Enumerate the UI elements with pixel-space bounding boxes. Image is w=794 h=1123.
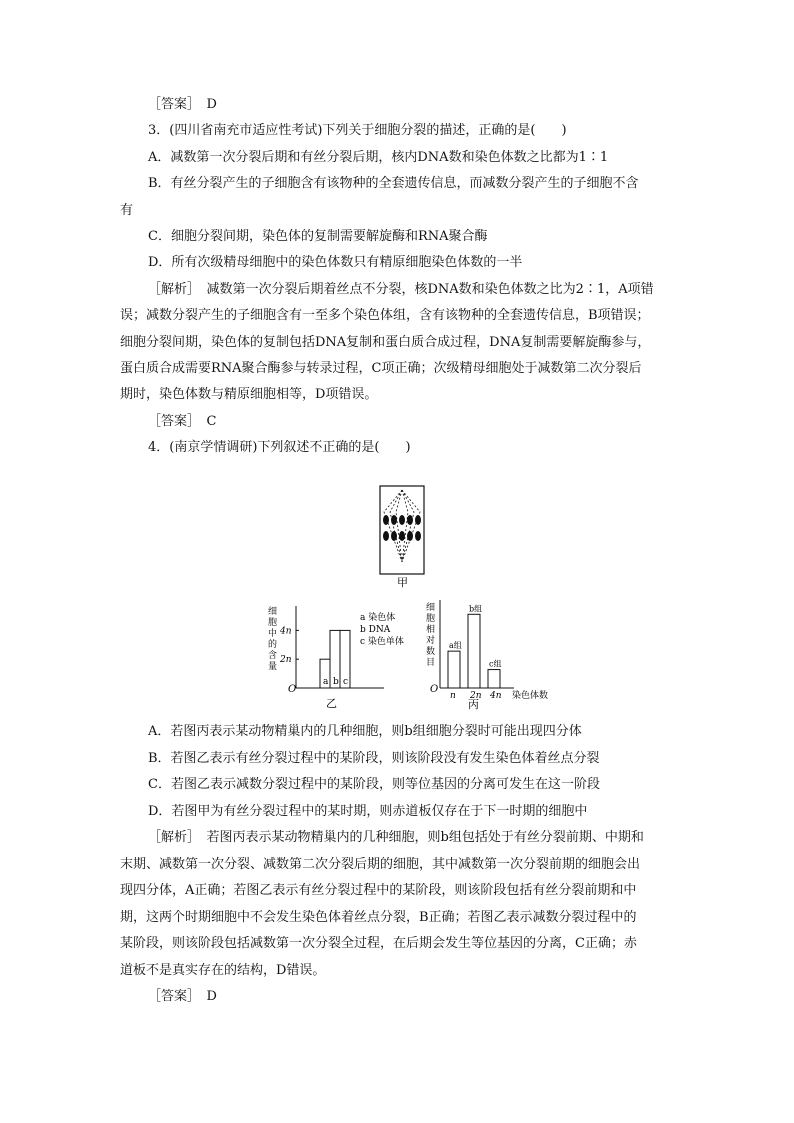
spindle-fibers: [384, 490, 420, 562]
bar-label-a: a: [323, 677, 329, 687]
text-line: 道板不是真实存在的结构，D错误。: [120, 962, 326, 978]
text-line: C．若图乙表示减数分裂过程中的某阶段，则等位基因的分离可发生在这一阶段: [148, 777, 600, 792]
text-line: D．若图甲为有丝分裂过程中的某时期，则赤道板仅存在于下一时期的细胞中: [148, 803, 588, 819]
y-axis-label-char: 相: [426, 625, 436, 635]
text-line: ［解析］ 若图丙表示某动物精巢内的几种细胞，则b组包括处于有丝分裂前期、中期和: [148, 830, 644, 845]
y-axis-label-char: 的: [268, 640, 278, 650]
x-tick-label: 4n: [490, 691, 502, 701]
x-tick-label: 2n: [470, 691, 482, 701]
text-line: 4．(南京学情调研)下列叙述不正确的是( ): [148, 440, 411, 456]
y-axis-label-char: 细: [426, 603, 436, 613]
text-line: ［答案］ D: [148, 97, 217, 112]
legend-entry: b DNA: [360, 625, 391, 635]
bar-label-b: b: [333, 677, 339, 687]
figure-jia-label: 甲: [397, 576, 408, 589]
bar-label: c组: [489, 659, 502, 669]
y-axis-label-char: 胞: [426, 614, 436, 624]
figure-jia: [370, 482, 430, 590]
text-line: 期时，染色体数与精原细胞相等，D项错误。: [120, 387, 378, 403]
text-line: 误；减数分裂产生的子细胞含有一至多个染色体组，含有该物种的全套遗传信息，B项错误；: [120, 308, 650, 324]
bar-4n: [488, 670, 500, 688]
legend-entry: a 染色体: [360, 613, 396, 623]
y-axis-label-char: 对: [426, 636, 436, 646]
origin-label: O: [288, 684, 297, 695]
y-axis-label-char: 细: [268, 607, 278, 617]
y-axis-label-char: 胞: [268, 618, 278, 628]
x-axis-label: 染色体数: [512, 691, 549, 701]
legend-entry: c 染色单体: [360, 637, 404, 647]
text-line: 有: [120, 202, 134, 218]
chart-title: 丙: [468, 698, 479, 711]
y-axis-label-char: 量: [268, 662, 278, 672]
text-line: 某阶段，则该阶段包括减数第一次分裂全过程，在后期会发生等位基因的分离，C正确；赤: [120, 936, 637, 951]
text-line: B．有丝分裂产生的子细胞含有该物种的全套遗传信息，而减数分裂产生的子细胞不含: [148, 176, 639, 192]
chart-yi: [262, 596, 412, 711]
bar-n: [448, 651, 460, 688]
y-axis-label-char: 中: [268, 629, 278, 639]
text-line: 3．(四川省南充市适应性考试)下列关于细胞分裂的描述，正确的是( ): [148, 123, 567, 139]
bar-label-c: c: [343, 677, 349, 687]
text-line: D．所有次级精母细胞中的染色体数只有精原细胞染色体数的一半: [148, 255, 523, 271]
y-tick-label: 4n: [280, 626, 292, 637]
bar-label: a组: [449, 641, 462, 651]
chromosomes: [383, 515, 421, 541]
text-line: 末期、减数第一次分裂、减数第二次分裂后期的细胞，其中减数第一次分裂前期的细胞会出: [120, 856, 641, 872]
text-line: 现四分体，A正确；若图乙表示有丝分裂过程中的某阶段，则该阶段包括有丝分裂前期和中: [120, 883, 637, 898]
text-line: B．若图乙表示有丝分裂过程中的某阶段，则该阶段没有发生染色体着丝点分裂: [148, 750, 600, 766]
text-line: ［解析］ 减数第一次分裂后期着丝点不分裂，核DNA数和染色体数之比为2∶1，A项错: [148, 281, 654, 297]
chart-title: 乙: [326, 697, 337, 710]
text-line: 细胞分裂间期，染色体的复制包括DNA复制和蛋白质合成过程，DNA复制需要解旋酶参与，: [120, 334, 651, 350]
origin-label: O: [430, 684, 439, 695]
bar-label: b组: [469, 604, 483, 614]
text-line: ［答案］ C: [148, 413, 217, 429]
text-line: 蛋白质合成需要RNA聚合酶参与转录过程，C项正确；次级精母细胞处于减数第二次分裂后: [120, 361, 642, 376]
figure-jia-frame: [380, 486, 424, 574]
text-line: C．细胞分裂间期，染色体的复制需要解旋酶和RNA聚合酶: [148, 229, 488, 244]
text-line: 期，这两个时期细胞中不会发生染色体着丝点分裂，B正确；若图乙表示减数分裂过程中的: [120, 909, 637, 925]
y-tick-label: 2n: [280, 655, 292, 666]
x-tick-label: n: [450, 691, 456, 701]
y-axis-label-char: 数: [426, 647, 436, 657]
text-line: A．减数第一次分裂后期和有丝分裂后期，核内DNA数和染色体数之比都为1∶1: [148, 149, 609, 165]
y-axis-label-char: 目: [426, 658, 436, 668]
chart-bing: [418, 592, 588, 711]
bar-2n: [468, 614, 480, 688]
text-line: ［答案］ D: [148, 989, 217, 1004]
text-line: A．若图丙表示某动物精巢内的几种细胞，则b组细胞分裂时可能出现四分体: [148, 724, 582, 739]
y-axis-label-char: 含: [268, 651, 278, 661]
